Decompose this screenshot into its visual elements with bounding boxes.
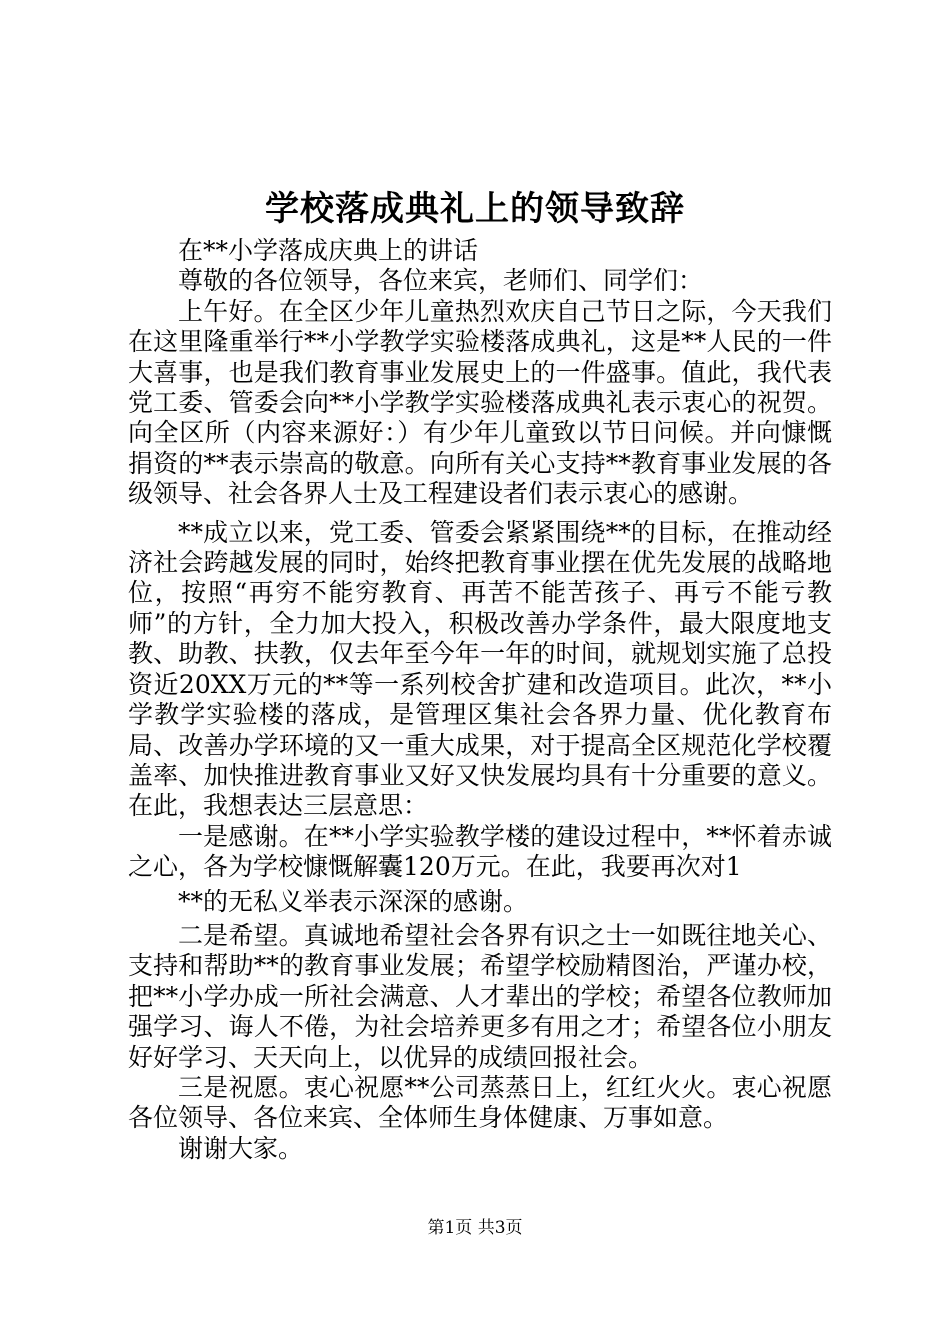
paragraph-greeting: 上午好。在全区少年儿童热烈欢庆自己节日之际，今天我们在这里隆重举行**小学教学实验楼落成典礼，这是**人民的一件大喜事，也是我们教育事业发展史上的一件盛事。值此，我代表党工委、管委会向**小学教学实验楼落成典礼表示衷心的祝贺。向全区所（内容来源好：）有少年儿童致以节日问候。并向慷慨捐资的**表示崇高的敬意。向所有关心支持**教育事业发展的各级领导、社会各界人士及工程建设者们表示衷心的感谢。: [128, 296, 832, 509]
document-body: [128, 236, 832, 1164]
salutation: 尊敬的各位领导，各位来宾，老师们、同学们：: [178, 266, 704, 296]
page-indicator: 第1页 共3页: [427, 1218, 523, 1238]
speech-heading: 在**小学落成庆典上的讲话: [178, 236, 479, 265]
paragraph-thanks-continued: **的无私义举表示深深的感谢。: [178, 886, 529, 916]
document-title: 学校落成典礼上的领导致辞: [265, 189, 685, 229]
paragraph-hope: 二是希望。真诚地希望社会各界有识之士一如既往地关心、支持和帮助**的教育事业发展；希望学校励精图治，严谨办校，把**小学办成一所社会满意、人才辈出的学校；希望各位教师加强学习、诲人不倦，为社会培养更多有用之才；希望各位小朋友好好学习、天天向上，以优异的成绩回报社会。: [128, 920, 832, 1072]
paragraph-background: **成立以来，党工委、管委会紧紧围绕**的目标，在推动经济社会跨越发展的同时，始终把教育事业摆在优先发展的战略地位，按照“再穷不能穷教育、再苦不能苦孩子、再亏不能亏教师”的方针，全力加大投入，积极改善办学条件，最大限度地支教、助教、扶教，仅去年至今年一年的时间，就规划实施了总投资近20XX万元的**等一系列校舍扩建和改造项目。此次，**小学教学实验楼的落成，是管理区集社会各界力量、优化教育布局、改善办学环境的又一重大成果，对于提高全区规范化学校覆盖率、加快推进教育事业又好又快发展均具有十分重要的意义。在此，我想表达三层意思：: [128, 517, 832, 821]
paragraph-wishes: 三是祝愿。衷心祝愿**公司蒸蒸日上，红红火火。衷心祝愿各位领导、各位来宾、全体师生身体健康、万事如意。: [128, 1072, 832, 1133]
paragraph-thanks: 一是感谢。在**小学实验教学楼的建设过程中，**怀着赤诚之心，各为学校慷慨解囊120万元。在此，我要再次对1: [128, 821, 832, 882]
closing-line: 谢谢大家。: [178, 1133, 304, 1163]
